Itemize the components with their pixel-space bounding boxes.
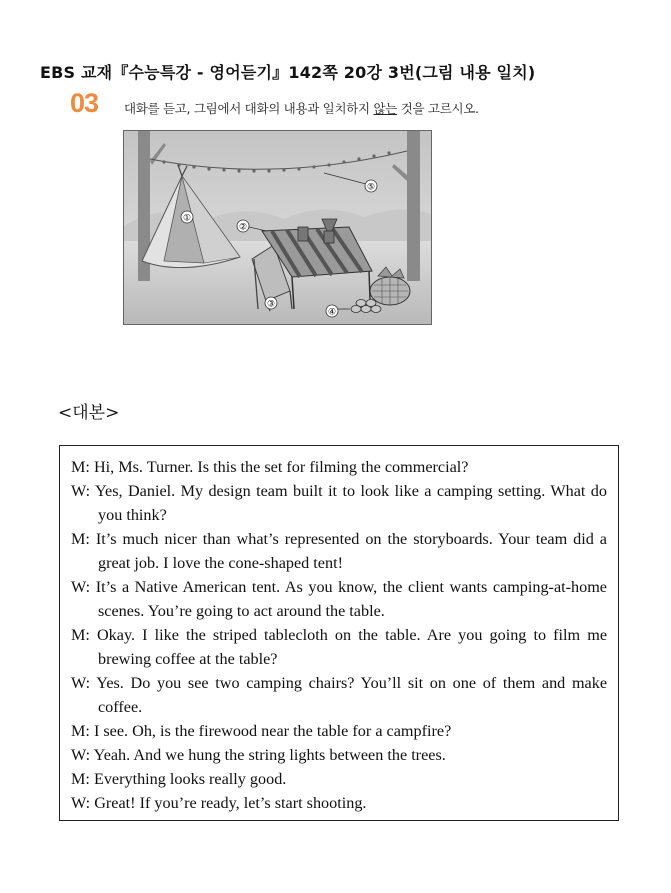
label-4: ④ [327, 307, 337, 318]
dialogue-line: W: Yes, Daniel. My design team built it to look like a camping setting. What do you think? [71, 482, 607, 524]
dialogue-line: W: Yes. Do you see two camping chairs? You’ll sit on one of them and make coffee. [71, 674, 607, 716]
label-3: ③ [266, 299, 276, 310]
label-5: ⑤ [366, 182, 376, 193]
dialogue-line: M: Okay. I like the striped tablecloth on the table. Are you going to film me brewing coffee at the table? [71, 626, 607, 668]
question-number: 03 [70, 88, 99, 118]
dialogue-line: W: Great! If you’re ready, let’s start shooting. [71, 794, 367, 812]
dialogue-line: M: I see. Oh, is the firewood near the table for a campfire? [71, 722, 452, 740]
instruction-text-before: 대화를 듣고, 그림에서 대화의 내용과 일치하지 [124, 101, 374, 116]
dialogue-line: M: It’s much nicer than what’s represented on the storyboards. Your team did a great job. I love the cone-shaped tent! [71, 530, 607, 572]
page-title: EBS 교재『수능특강 - 영어듣기』142쪽 20강 3번(그림 내용 일치) [40, 63, 536, 82]
dialogue-line: W: Yeah. And we hung the string lights between the trees. [71, 746, 446, 764]
label-2: ② [238, 222, 248, 233]
instruction-emphasis: 않는 [373, 101, 398, 116]
script-box [59, 445, 619, 821]
script-heading: <대본> [58, 403, 120, 423]
label-1: ① [182, 213, 192, 224]
instruction-text-after: 것을 고르시오. [397, 101, 479, 116]
dialogue-line: W: It’s a Native American tent. As you know, the client wants camping-at-home scenes. You’re going to act around the table. [71, 578, 607, 620]
dialogue-line: M: Hi, Ms. Turner. Is this the set for filming the commercial? [71, 458, 469, 476]
dialogue-line: M: Everything looks really good. [71, 770, 287, 788]
question-instruction [124, 99, 479, 117]
camping-illustration [123, 130, 432, 325]
